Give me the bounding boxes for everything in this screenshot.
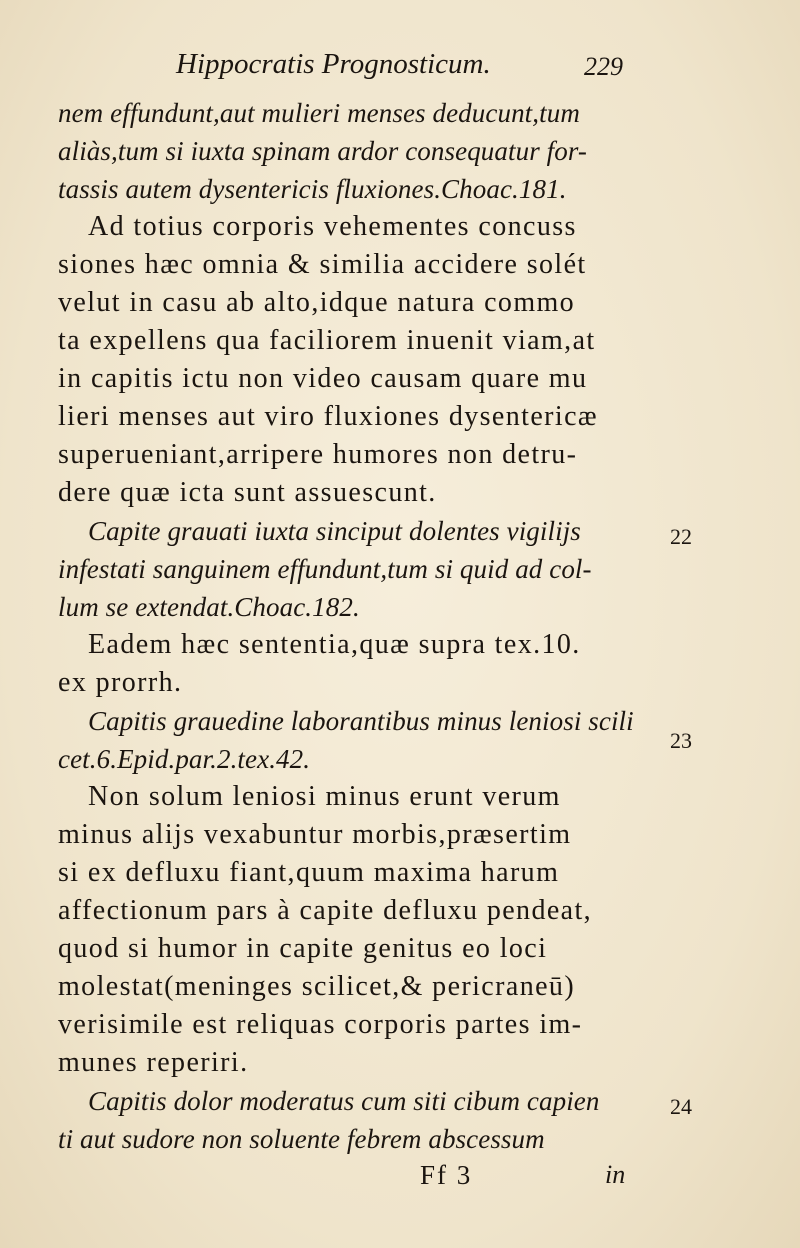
text-line: velut in casu ab alto,idque natura commo <box>58 287 576 318</box>
text-line: ex prorrh. <box>58 667 183 698</box>
text-line: Capitis dolor moderatus cum siti cibum capien <box>88 1085 600 1116</box>
margin-number: 24 <box>670 1094 692 1119</box>
text-line: Ad totius corporis vehementes concuss <box>88 211 577 242</box>
text-line: munes reperiri. <box>58 1047 249 1078</box>
text-line: Eadem hæc sententia,quæ supra tex.10. <box>88 629 581 660</box>
signature-mark: Ff 3 <box>420 1160 473 1190</box>
text-line: si ex defluxu fiant,quum maxima harum <box>58 857 560 888</box>
margin-number: 22 <box>670 524 692 549</box>
page-number: 229 <box>584 52 623 81</box>
text-line: superueniant,arripere humores non detru- <box>58 439 578 470</box>
text-block <box>58 94 658 1158</box>
text-line: Capite grauati iuxta sinciput dolentes vigilijs <box>88 515 581 546</box>
text-line: ta expellens qua faciliorem inuenit viam,at <box>58 325 596 356</box>
page-header <box>0 48 800 98</box>
text-line: nem effundunt,aut mulieri menses deducunt,tum <box>58 97 580 128</box>
text-line: siones hæc omnia & similia accidere solét <box>58 249 587 280</box>
text-line: tassis autem dysentericis fluxiones.Choac.181. <box>58 173 567 204</box>
text-line: quod si humor in capite genitus eo loci <box>58 933 548 964</box>
text-line: dere quæ icta sunt assuescunt. <box>58 477 437 508</box>
text-line: verisimile est reliquas corporis partes im- <box>58 1009 583 1040</box>
text-line: cet.6.Epid.par.2.tex.42. <box>58 743 311 774</box>
text-line: molestat(meninges scilicet,& pericraneū) <box>58 971 576 1002</box>
text-line: aliàs,tum si iuxta spinam ardor consequatur for- <box>58 135 588 166</box>
catchword: in <box>605 1160 626 1189</box>
text-line: affectionum pars à capite defluxu pendeat, <box>58 895 593 926</box>
margin-number: 23 <box>670 728 692 753</box>
text-line: infestati sanguinem effundunt,tum si quid ad col- <box>58 553 592 584</box>
text-line: in capitis ictu non video causam quare mu <box>58 363 588 394</box>
running-title: Hippocratis Prognosticum. <box>176 48 491 80</box>
text-line: ti aut sudore non soluente febrem abscessum <box>58 1123 545 1154</box>
text-line: Capitis grauedine laborantibus minus leniosi scili <box>88 705 634 736</box>
text-line: lum se extendat.Choac.182. <box>58 591 360 622</box>
text-line: lieri menses aut viro fluxiones dysentericæ <box>58 401 598 432</box>
text-line: Non solum leniosi minus erunt verum <box>88 781 561 812</box>
text-line: minus alijs vexabuntur morbis,præsertim <box>58 819 572 850</box>
